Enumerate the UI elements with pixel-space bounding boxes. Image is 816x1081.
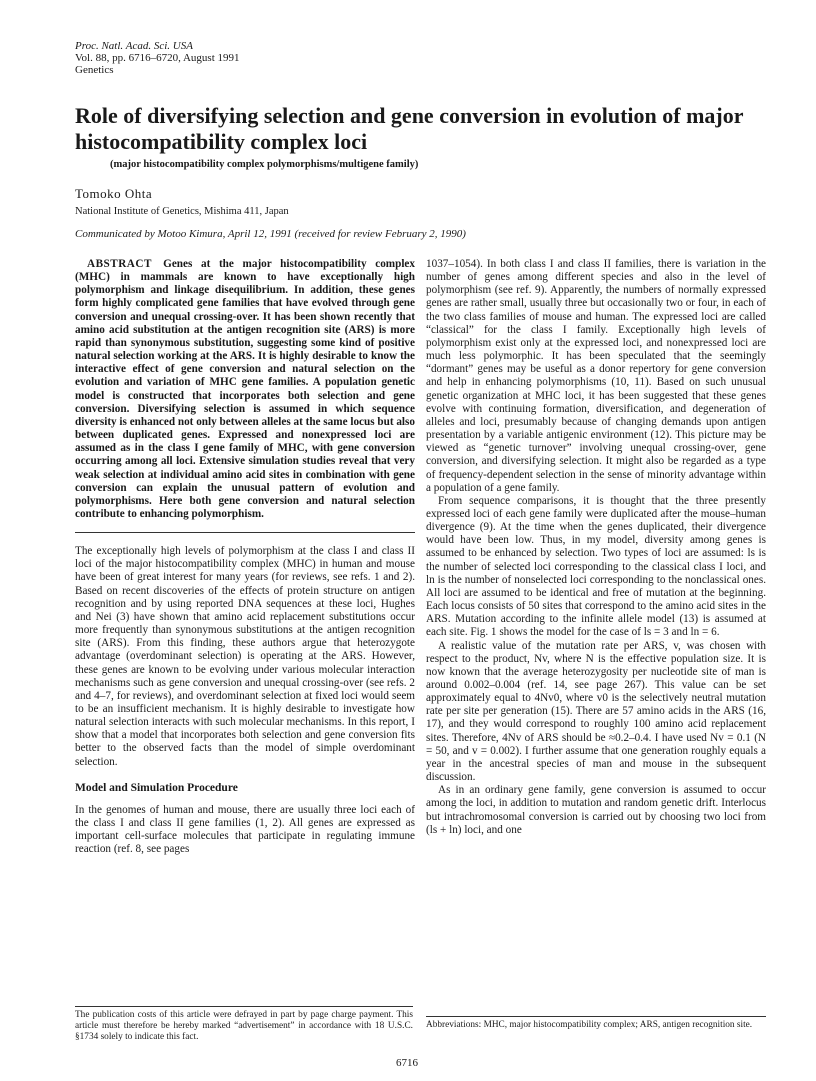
- intro-paragraph: The exceptionally high levels of polymorphism at the class I and class II loci of the major histocompatibility complex (MHC) in human and mouse have been of great interest for many years (for reviews, see refs. 1 and 2). Based on recent discoveries of the effects of protein structure on antigen recognition and by using reported DNA sequences at these loci, Hughes and Nei (3) have shown that amino acid replacement substitutions occur more frequently than synonymous substitutions at the antigen recognition site (ARS). From this finding, these authors argue that heterozygote advantage (overdominant selection) is operating at the ARS. However, these genes are known to be evolving under various molecular interaction mechanisms such as gene conversion and unequal crossing-over (see refs. 2 and 4–7, for reviews), and overdominant selection at fixed loci would seem to be an insufficient mechanism. It is highly desirable to investigate how natural selection interacts with such molecular mechanisms. In this report, I show that a model that incorporates both selection and gene conversion fits better to the observed facts than the model of simple overdominant selection.: [75, 545, 415, 768]
- affiliation: National Institute of Genetics, Mishima 411, Japan: [75, 206, 289, 217]
- journal-name: Proc. Natl. Acad. Sci. USA: [75, 40, 193, 52]
- section-heading: Model and Simulation Procedure: [75, 781, 238, 794]
- abbreviations-footnote: Abbreviations: MHC, major histocompatibility complex; ARS, antigen recognition site.: [426, 1016, 766, 1031]
- right-paragraph-1: 1037–1054). In both class I and class II families, there is variation in the number of genes among different species and also in the level of polymorphism (see ref. 9). Apparently, the numbers of normally expressed genes are rather small, usually three but occasionally two or four, in each of the two class families of mouse and human. The expressed loci are called “classical” for the class I family. Exceptionally high levels of polymorphism exist only at the expressed loci, and nonexpressed loci are much less polymorphic. It has been speculated that the seemingly “dormant” genes may be useful as a donor repertory for gene conversion and help in enhancing polymorphisms (10, 11). Based on such unusual genetic organization at MHC loci, it has been suggested that these genes evolve with continuing formation, diversification, and degeneration of alleles and loci, presumably because of changing demands upon antigen presentation by a variable antigenic environment (12). This picture may be viewed as “genetic turnover” involving unequal crossing-over, gene conversion, and diversifying selection. It might also be regarded as a type of frequency-dependent selection in the sense of minority advantage within a population of a gene family.: [426, 258, 766, 494]
- model-paragraph: In the genomes of human and mouse, there are usually three loci each of the class I and class II gene families (1, 2). All genes are expressed as important cell-surface molecules that participate in regulating immune reaction (ref. 8, see pages: [75, 803, 415, 856]
- right-paragraph-4: As in an ordinary gene family, gene conversion is assumed to occur among the loci, in addition to mutation and random genetic drift. Interlocus but intrachromosomal conversion is carried out by choosing two loci from (ls + ln) loci, and one: [426, 784, 766, 836]
- section-label: Genetics: [75, 64, 114, 76]
- right-paragraph-3: A realistic value of the mutation rate per ARS, v, was chosen with respect to the product, Nv, where N is the effective population size. It is now known that the average heterozygosity per nucleotide site of man is around 0.002–0.004 (ref. 14, see page 267). This value can be set approximately equal to 4Nv0, where v0 is the selectively neutral mutation rate per site per generation (15). There are 57 amino acids in the ARS (16, 17), and they would correspond to roughly 100 amino acid replacement sites. Therefore, 4Nv of ARS should be ≈0.2–0.4. I have used Nv = 0.1 (N = 50, and v = 0.002). I further assume that one generation roughly equals a year in the ancestral species of man and mouse in the subsequent discussion.: [426, 639, 766, 784]
- journal-header: [75, 40, 240, 76]
- left-column: [75, 258, 415, 857]
- abstract: [75, 258, 415, 521]
- publication-footnote: The publication costs of this article were defrayed in part by page charge payment. This article must therefore be hereby marked “advertisement” in accordance with 18 U.S.C. §1734 solely to indicate this fact.: [75, 1006, 413, 1043]
- abstract-text: Genes at the major histocompatibility complex (MHC) in mammals are known to have exceptionally high polymorphism and linkage disequilibrium. In addition, these genes form highly complicated gene families that have evolved through gene conversion and unequal crossing-over. It has been shown recently that amino acid substitution at the antigen recognition site (ARS) is more rapid than synonymous substitution, suggesting some kind of positive natural selection working at the ARS. It is highly desirable to know the interactive effect of gene conversion and natural selection on the evolution and variation of MHC gene families. A population genetic model is constructed that incorporates both selection and gene conversion. Diversifying selection is assumed in which sequence diversity is enhanced not only between alleles at the same locus but also between duplicated genes. Expressed and nonexpressed loci are assumed as in the class I gene family of MHC, with gene conversion occurring among all loci. Extensive simulation studies reveal that very weak selection at individual amino acid sites in combination with gene conversion can explain the unusual pattern of evolution and polymorphisms. Here both gene conversion and natural selection contribute to enhancing polymorphism.: [75, 258, 415, 520]
- communicated-line: Communicated by Motoo Kimura, April 12, 1991 (received for review February 2, 1990): [75, 228, 466, 240]
- author-name: Tomoko Ohta: [75, 186, 153, 201]
- article-title: Role of diversifying selection and gene conversion in evolution of major histocompatibility complex loci: [75, 103, 744, 154]
- abstract-divider: [75, 532, 415, 533]
- volume-info: Vol. 88, pp. 6716–6720, August 1991: [75, 52, 240, 64]
- page-number: 6716: [396, 1057, 418, 1069]
- right-paragraph-2: From sequence comparisons, it is thought that the three presently expressed loci of each gene family were duplicated after the mouse–human divergence (9). At the time when the genes duplicated, their divergence would have been low. Thus, in my model, diversity among genes is assumed to be enhanced by selection. Two types of loci are assumed: ls is the number of selected loci corresponding to the classical class I loci, and ln is the number of nonselected loci corresponding to the nonclassical ones. All loci are assumed to be identical and free of mutation at the beginning. Each locus consists of 50 sites that correspond to the amino acid sites in the ARS. Mutation according to the infinite allele model (13) is assumed at each site. Fig. 1 shows the model for the case of ls = 3 and ln = 6.: [426, 494, 766, 639]
- right-column: [426, 258, 766, 837]
- abstract-label: ABSTRACT: [87, 258, 152, 270]
- keywords: (major histocompatibility complex polymorphisms/multigene family): [110, 159, 419, 170]
